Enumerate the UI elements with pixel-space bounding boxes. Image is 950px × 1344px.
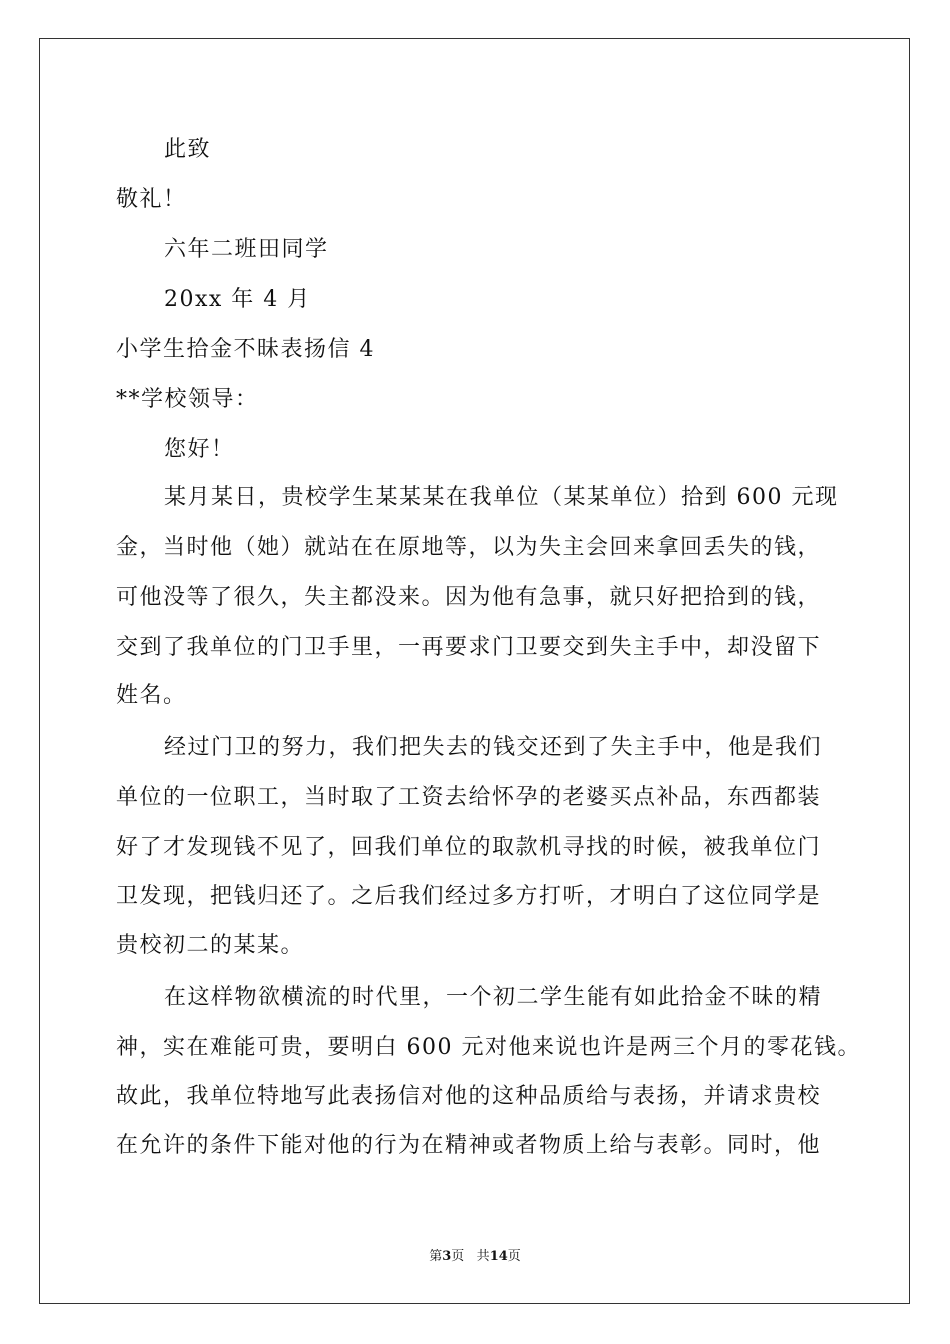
letter-greeting: 您好！ xyxy=(164,437,235,462)
body-line: 好了才发现钱不见了，回我们单位的取款机寻找的时候，被我单位门 xyxy=(116,835,822,860)
body-line: 卫发现，把钱归还了。之后我们经过多方打听，才明白了这位同学是 xyxy=(116,884,822,909)
footer-total-suffix: 页 xyxy=(507,1249,521,1264)
body-line: 在允许的条件下能对他的行为在精神或者物质上给与表彰。同时，他 xyxy=(116,1133,822,1158)
footer-page-suffix: 页 xyxy=(451,1249,465,1264)
body-line: 贵校初二的某某。 xyxy=(116,933,305,958)
body-line: 单位的一位职工，当时取了工资去给怀孕的老婆买点补品，东西都装 xyxy=(116,785,822,810)
footer-total-prefix: 共 xyxy=(476,1249,490,1264)
body-line: 可他没等了很久，失主都没来。因为他有急事，就只好把拾到的钱， xyxy=(116,585,822,610)
footer-total-number: 14 xyxy=(489,1249,508,1264)
letter-date: 20xx 年 4 月 xyxy=(164,287,311,312)
body-line: 某月某日，贵校学生某某某在我单位（某某单位）拾到 600 元现 xyxy=(164,485,839,510)
letter-title: 小学生拾金不昧表扬信 4 xyxy=(116,337,375,362)
body-line: 神，实在难能可贵，要明白 600 元对他来说也许是两三个月的零花钱。 xyxy=(116,1035,861,1060)
page-border xyxy=(39,38,910,1304)
footer-page-prefix: 第 xyxy=(429,1249,443,1264)
body-line: 交到了我单位的门卫手里，一再要求门卫要交到失主手中，却没留下 xyxy=(116,635,822,660)
body-line: 姓名。 xyxy=(116,683,187,708)
closing-jing-li: 敬礼！ xyxy=(116,187,187,212)
closing-ci-zhi: 此致 xyxy=(164,137,212,162)
letter-salutation: **学校领导： xyxy=(116,387,259,412)
body-line: 经过门卫的努力，我们把失去的钱交还到了失主手中，他是我们 xyxy=(164,735,823,760)
body-line: 金，当时他（她）就站在在原地等，以为失主会回来拿回丢失的钱， xyxy=(116,535,822,560)
body-line: 在这样物欲横流的时代里，一个初二学生能有如此拾金不昧的精 xyxy=(164,985,823,1010)
footer-page-number: 3 xyxy=(442,1249,452,1264)
signature: 六年二班田同学 xyxy=(164,237,329,262)
page-footer xyxy=(0,1248,950,1266)
body-line: 故此，我单位特地写此表扬信对他的这种品质给与表扬，并请求贵校 xyxy=(116,1084,822,1109)
